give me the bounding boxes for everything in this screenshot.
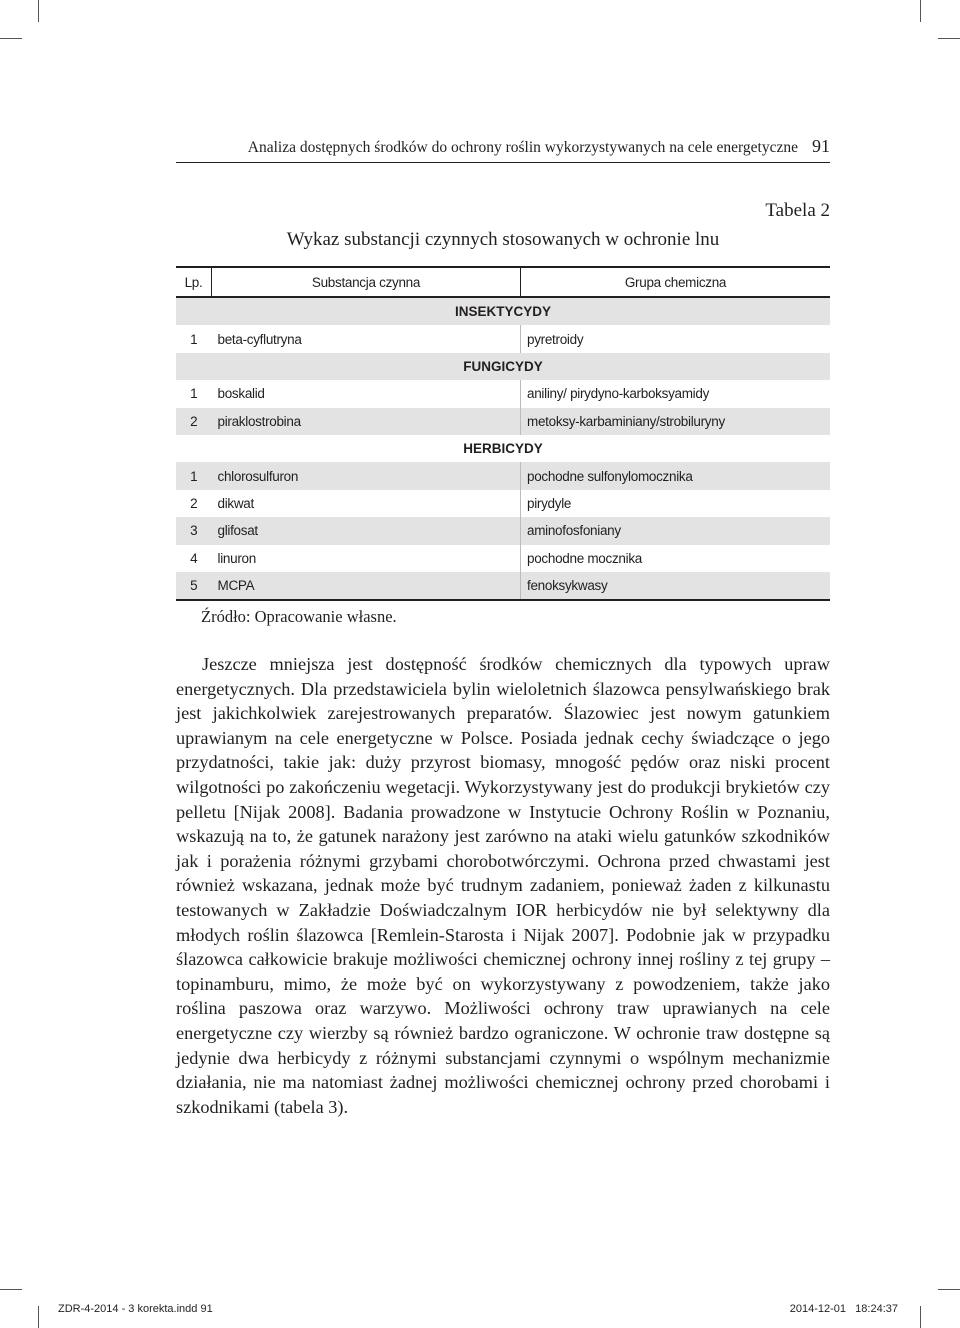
row-lp: 5 — [176, 572, 212, 600]
category-row — [176, 297, 830, 325]
row-group: metoksy-karbaminiany/strobiluryny — [521, 408, 831, 435]
row-group: pochodne mocznika — [527, 550, 642, 566]
slug-datetime: 2014-12-01 18:24:37 — [789, 1303, 898, 1315]
table-title: Wykaz substancji czynnych stosowanych w ochronie lnu — [286, 229, 720, 250]
table-row — [176, 517, 830, 544]
table-row — [176, 408, 830, 435]
category-row — [176, 435, 830, 462]
header-group: Grupa chemiczna — [624, 274, 727, 290]
row-lp: 3 — [176, 517, 212, 544]
category-row — [176, 353, 830, 380]
row-group: pirydyle — [527, 495, 572, 511]
header-substance: Substancja czynna — [212, 267, 521, 297]
running-header-title: Analiza dostępnych środków do ochrony roślin wykorzystywanych na cele energetyczne — [247, 139, 798, 156]
table-label: Tabela 2 — [765, 200, 830, 221]
table-source: Źródło: Opracowanie własne. — [201, 607, 397, 626]
row-substance: boskalid — [212, 380, 521, 407]
table-row — [176, 325, 830, 352]
row-lp: 2 — [176, 408, 212, 435]
table-row — [176, 490, 830, 517]
row-substance: linuron — [212, 545, 521, 572]
crop-mark — [920, 0, 921, 22]
row-substance: piraklostrobina — [212, 408, 521, 435]
table-row — [176, 380, 830, 407]
row-substance: chlorosulfuron — [212, 462, 521, 489]
crop-mark — [38, 1306, 39, 1328]
table-row — [176, 462, 830, 489]
category-fungicydy: FUNGICYDY — [176, 353, 830, 380]
row-lp: 1 — [190, 386, 198, 402]
row-group: pyretroidy — [527, 331, 584, 347]
row-substance: MCPA — [212, 572, 521, 600]
crop-mark — [938, 1289, 960, 1290]
header-lp: Lp. — [176, 267, 212, 297]
category-herbicydy: HERBICYDY — [463, 441, 543, 457]
slug-filename: ZDR-4-2014 - 3 korekta.indd 91 — [58, 1303, 213, 1315]
row-lp: 4 — [190, 550, 198, 566]
row-lp: 1 — [190, 331, 198, 347]
body-text — [176, 652, 830, 1119]
row-substance: dikwat — [212, 490, 521, 517]
running-header — [176, 136, 830, 162]
row-group: aminofosfoniany — [521, 517, 831, 544]
row-lp: 1 — [176, 462, 212, 489]
crop-mark — [938, 38, 960, 39]
row-group: aniliny/ pirydyno-karboksyamidy — [527, 386, 710, 402]
table-row — [176, 545, 830, 572]
category-insektycydy: INSEKTYCYDY — [176, 297, 830, 325]
row-group: pochodne sulfonylomocznika — [521, 462, 831, 489]
row-group: fenoksykwasy — [521, 572, 831, 600]
header-rule — [176, 162, 830, 163]
crop-mark — [0, 38, 22, 39]
row-substance: glifosat — [212, 517, 521, 544]
crop-mark — [0, 1289, 22, 1290]
table-row — [176, 572, 830, 600]
page-number: 91 — [812, 136, 830, 156]
table-header-row — [176, 267, 830, 297]
substances-table — [176, 266, 830, 601]
crop-mark — [38, 0, 39, 22]
crop-mark — [920, 1306, 921, 1328]
body-paragraph: Jeszcze mniejsza jest dostępność środków chemicznych dla typowych upraw energetycznych. Dla przedstawiciela bylin wieloletnich ślazowca pensylwańskiego brak jest jakichkolwiek zarejestrowanych preparatów. Ślazowiec jest nowym gatunkiem uprawianym na cele energetyczne w Polsce. Posiada jednak cechy świadczące o jego przydatności, takie jak: duży przyrost biomasy, mnogość pędów oraz niski procent wilgotności po zakończeniu wegetacji. Wykorzystywany jest do produkcji brykietów czy pelletu [Nijak 2008]. Badania prowadzone w Instytucie Ochrony Roślin w Poznaniu, wskazują na to, że gatunek narażony jest zarówno na ataki wielu gatunków szkodników jak i porażenia różnymi grzybami chorobotwórczymi. Ochrona przed chwastami jest również wskazana, jednak może być trudnym zadaniem, ponieważ żaden z kilkunastu testowanych w Zakładzie Doświadczalnym IOR herbicydów nie był selektywny dla młodych roślin ślazowca [Remlein-Starosta i Nijak 2007]. Podobnie jak w przypadku ślazowca całkowicie brakuje możliwości chemicznej ochrony innej rośliny z tej grupy – topinamburu, mimo, że może być on wykorzystywany z powodzeniem, także jako roślina paszowa oraz warzywo. Możliwości ochrony traw uprawianych na cele energetyczne czy wierzby są również bardzo ograniczone. W ochronie traw dostępne są jedynie dwa herbicydy z różnymi substancjami czynnymi o wspólnym mechanizmie działania, nie ma natomiast żadnej możliwości chemicznej ochrony przed chorobami i szkodnikami (tabela 3). — [176, 654, 830, 1117]
row-substance: beta-cyflutryna — [212, 325, 521, 352]
row-lp: 2 — [190, 495, 198, 511]
